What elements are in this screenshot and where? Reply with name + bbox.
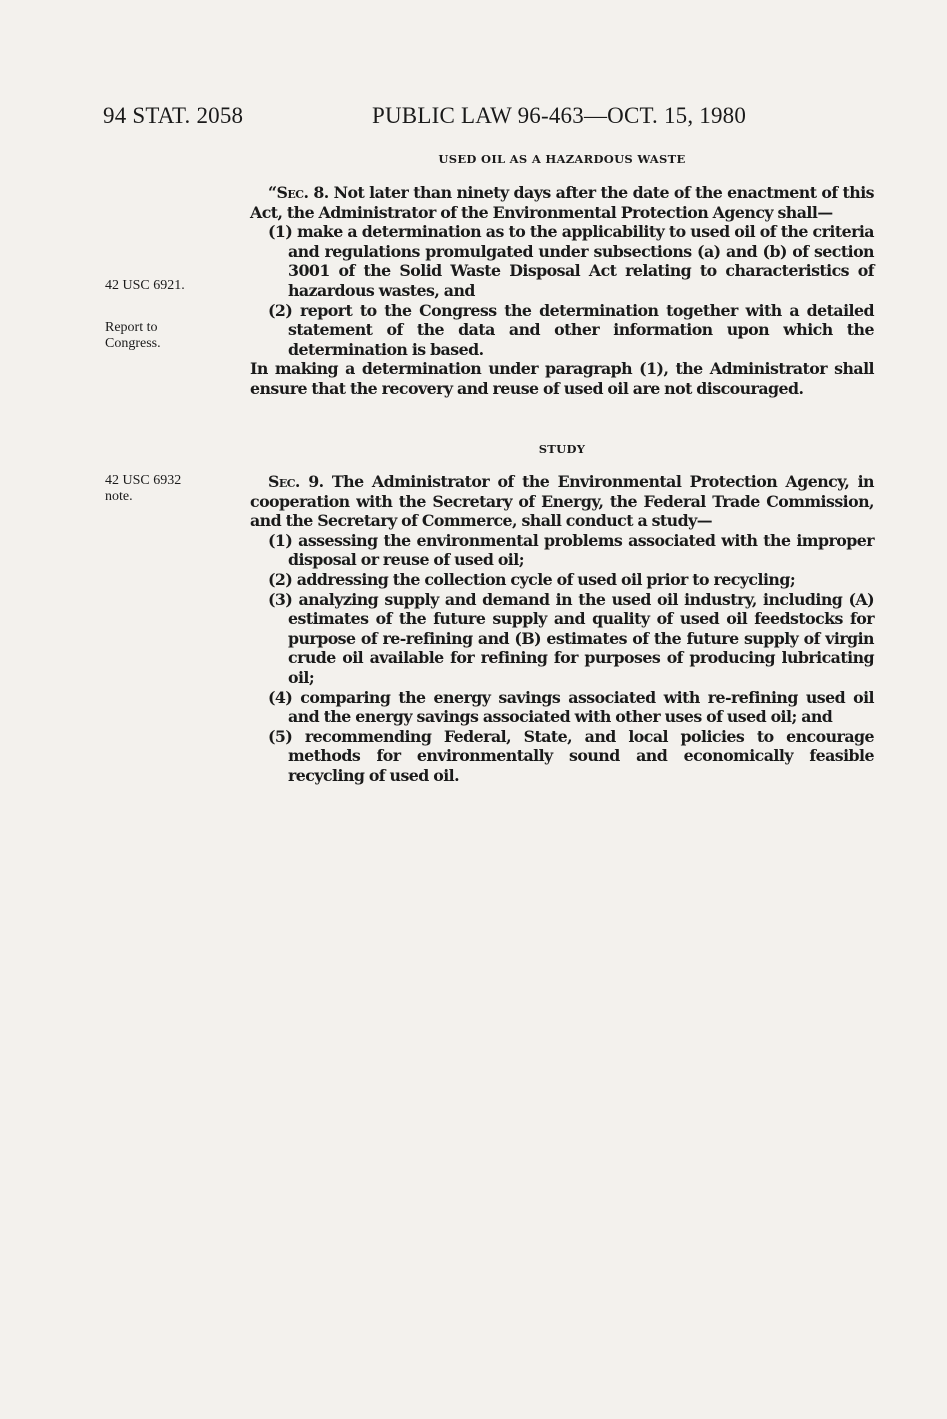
margin-note-line: 42 USC 6932: [105, 473, 182, 488]
section-8-heading: USED OIL AS A HAZARDOUS WASTE: [438, 152, 686, 166]
section-label: Sec.: [276, 183, 309, 202]
margin-note-42-usc-6921: 42 USC 6921.: [105, 278, 185, 293]
statute-page-number: 94 STAT. 2058: [103, 103, 244, 128]
section-9-item-3: (3) analyzing supply and demand in the used oil industry, including (A) estimates of the future supply and quality of used oil feedstocks for purpose of re-refining and (B) estimates of the future supply of virgin crude oil available for refining for purposes of producing lubricating oil;: [268, 589, 874, 687]
section-9-item-5: (5) recommending Federal, State, and local policies to encourage methods for environmentally sound and economically feasible recycling of used oil.: [268, 726, 874, 785]
open-quote: “: [268, 183, 277, 202]
section-8-item-2: (2) report to the Congress the determination together with a detailed statement of the data and other information upon which the determination is based.: [268, 300, 874, 359]
margin-note-line: Report to: [105, 320, 158, 335]
section-8-lead-text: 8. Not later than ninety days after the date of the enactment of this Act, the Administrator of the Environmental Protection Agency shall—: [250, 183, 874, 222]
section-9-item-1: (1) assessing the environmental problems associated with the improper disposal or reuse of used oil;: [268, 530, 874, 570]
section-9-heading: STUDY: [538, 442, 586, 456]
section-9-item-4: (4) comparing the energy savings associated with re-refining used oil and the energy savings associated with other uses of used oil; and: [268, 687, 874, 727]
margin-note-42-usc-6932: [105, 473, 235, 505]
section-8-lead: [250, 183, 874, 222]
section-9-lead-text: 9. The Administrator of the Environmental Protection Agency, in cooperation with the Secretary of Energy, the Federal Trade Commission, and the Secretary of Commerce, shall conduct a study—: [250, 472, 874, 531]
running-head: PUBLIC LAW 96-463—OCT. 15, 1980: [372, 103, 747, 128]
section-9-lead: [250, 472, 874, 531]
margin-note-line: note.: [105, 489, 133, 504]
section-label: Sec.: [268, 472, 300, 491]
section-8-closing: In making a determination under paragraph (1), the Administrator shall ensure that the recovery and reuse of used oil are not discouraged.: [250, 359, 874, 398]
section-9-body: [250, 472, 874, 786]
margin-note-line: Congress.: [105, 336, 161, 351]
section-8-item-1: (1) make a determination as to the applicability to used oil of the criteria and regulations promulgated under subsections (a) and (b) of section 3001 of the Solid Waste Disposal Act relating to characteristics of hazardous wastes, and: [268, 222, 874, 300]
section-9-item-2: (2) addressing the collection cycle of used oil prior to recycling;: [268, 569, 796, 589]
section-8-body: [250, 183, 874, 399]
margin-note-report-to-congress: [105, 320, 235, 352]
